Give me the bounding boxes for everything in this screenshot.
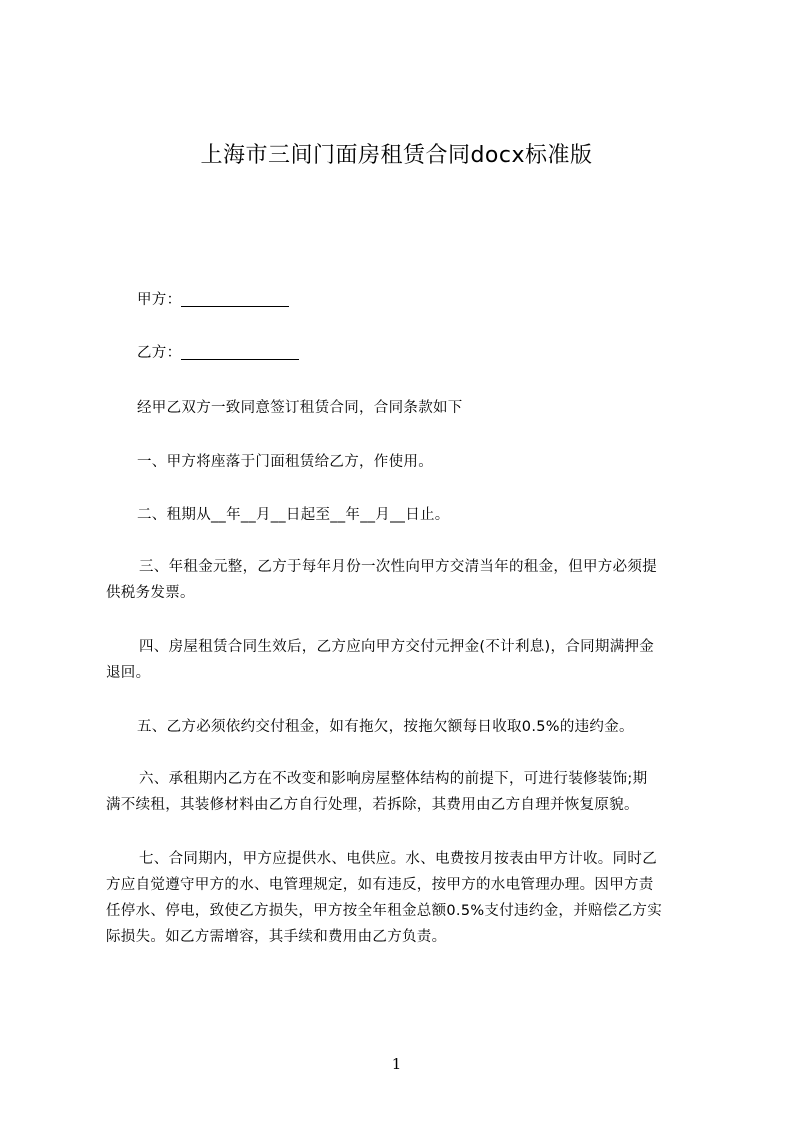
clause-1 [106, 449, 702, 475]
clause-7 [106, 846, 702, 950]
clause-6 [106, 766, 702, 818]
page-number: 1 [391, 1055, 402, 1073]
clause-3 [106, 554, 702, 606]
clause-4-line-2: 退回。 [106, 665, 151, 681]
party-b-line [106, 340, 702, 366]
clause-2-text: 二、租期从__年__月__日起至__年__月__日止。 [137, 507, 450, 523]
clause-2 [106, 502, 702, 528]
clause-7-line-2: 方应自觉遵守甲方的水、电管理规定，如有违反，按甲方的水电管理办理。因甲方责 [106, 877, 654, 893]
intro-paragraph [106, 395, 702, 421]
clause-6-line-1: 六、承租期内乙方在不改变和影响房屋整体结构的前提下，可进行装修装饰;期 [139, 771, 648, 787]
page-title: 上海市三间门面房租赁合同docx标准版 [200, 143, 593, 168]
clause-7-line-3: 任停水、停电，致使乙方损失，甲方按全年租金总额0.5%支付违约金，并赔偿乙方实 [106, 903, 663, 919]
clause-4 [106, 634, 702, 686]
clause-1-text: 一、甲方将座落于门面租赁给乙方，作使用。 [137, 454, 433, 470]
clause-7-line-4: 际损失。如乙方需增容，其手续和费用由乙方负责。 [106, 929, 447, 945]
clause-5-text: 五、乙方必须依约交付租金，如有拖欠，按拖欠额每日收取0.5%的违约金。 [137, 719, 634, 735]
intro-text: 经甲乙双方一致同意签订租赁合同，合同条款如下 [137, 400, 463, 416]
party-a-label: 甲方： [137, 292, 182, 308]
clause-4-line-1: 四、房屋租赁合同生效后，乙方应向甲方交付元押金(不计利息)，合同期满押金 [139, 639, 655, 655]
clause-3-line-1: 三、年租金元整，乙方于每年月份一次性向甲方交清当年的租金，但甲方必须提 [139, 559, 657, 575]
party-b-label: 乙方： [137, 345, 182, 361]
clause-3-line-2: 供税务发票。 [106, 585, 195, 601]
party-a-blank [181, 290, 289, 307]
clause-5 [106, 714, 702, 740]
party-a-line [106, 287, 702, 313]
party-b-blank [181, 343, 299, 360]
clause-6-line-2: 满不续租，其装修材料由乙方自行处理，若拆除，其费用由乙方自理并恢复原貌。 [106, 797, 639, 813]
clause-7-line-1: 七、合同期内，甲方应提供水、电供应。水、电费按月按表由甲方计收。同时乙 [139, 851, 657, 867]
